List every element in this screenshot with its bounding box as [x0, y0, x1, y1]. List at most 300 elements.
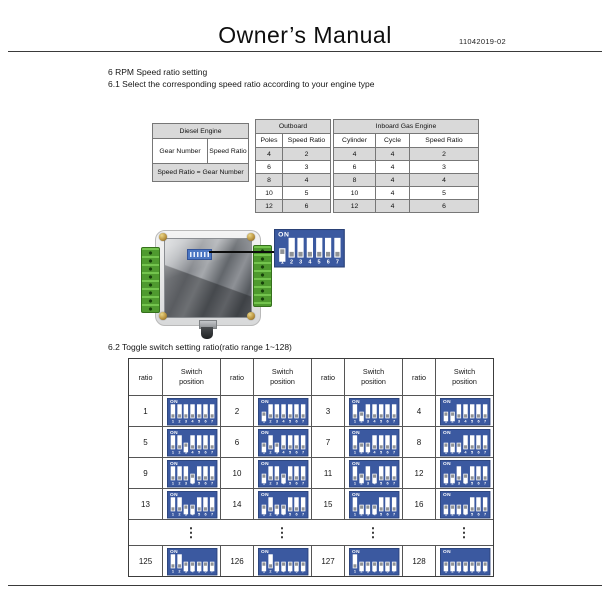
dip-channel — [177, 554, 181, 568]
dip-channel — [287, 554, 291, 568]
table-header-row — [256, 134, 331, 148]
dip-switch-body — [274, 229, 345, 267]
dip-ticks — [190, 252, 209, 257]
dip-channel — [281, 554, 285, 568]
dip-channel — [261, 404, 265, 418]
dip-channel — [196, 554, 200, 568]
dip-slider-knob — [477, 476, 480, 479]
dip-channel — [177, 466, 181, 480]
dip-channels — [170, 435, 214, 449]
dip-slider-knob — [171, 507, 174, 510]
dip-on-label: ON — [169, 491, 178, 497]
dip-slider-knob — [288, 476, 291, 479]
table-cell: 3 — [283, 161, 331, 174]
dip-channel — [482, 497, 486, 511]
dip-slider — [170, 404, 174, 418]
table-cell: 4 — [410, 174, 479, 187]
dip-number: 3 — [366, 418, 369, 424]
dip-slider — [378, 435, 382, 449]
dip-channel — [196, 466, 200, 480]
dip-slider — [385, 435, 389, 449]
dip-channel — [378, 404, 382, 418]
dip-channel — [190, 554, 194, 568]
dip-switch — [258, 460, 308, 487]
dip-channel — [450, 466, 454, 480]
dip-channel — [300, 554, 304, 568]
dip-slider-knob — [268, 476, 271, 479]
dip-number: 5 — [288, 418, 291, 424]
dip-channel — [359, 435, 363, 449]
dip-number: 4 — [372, 449, 376, 455]
table-cell: 12 — [256, 200, 283, 213]
dip-slider-knob — [275, 505, 278, 508]
dip-channel — [170, 466, 174, 480]
dip-slider-knob — [262, 412, 265, 415]
dip-slider-knob — [477, 414, 480, 417]
table-cell: 10 — [256, 187, 283, 200]
dip-number: 1 — [171, 511, 174, 517]
dip-number: 7 — [392, 418, 395, 424]
section-6-heading: 6 RPM Speed ratio setting — [108, 67, 208, 77]
switch-position-cell — [344, 457, 402, 488]
dip-on-label: ON — [169, 548, 178, 554]
dip-channel — [469, 435, 473, 449]
dip-slider-knob — [470, 414, 473, 417]
dip-slider — [287, 435, 291, 449]
dip-slider — [300, 497, 304, 511]
switch-position-header-cell — [162, 359, 220, 395]
ellipsis-cell — [402, 519, 435, 545]
dip-channel — [469, 466, 473, 480]
dip-slider — [190, 473, 194, 483]
dip-switch-body — [258, 491, 308, 518]
dip-slider — [378, 561, 382, 571]
dip-slider — [443, 411, 447, 421]
dip-channel — [203, 466, 207, 480]
dip-slider-knob — [191, 474, 194, 477]
dip-channels — [261, 497, 305, 511]
dip-slider-knob — [282, 474, 285, 477]
dip-slider-knob — [177, 414, 180, 417]
dip-slider-knob — [282, 445, 285, 448]
dip-slider — [463, 404, 467, 418]
dip-number: 5 — [379, 480, 382, 486]
dip-slider — [300, 404, 304, 418]
dip-slider — [316, 238, 322, 258]
dip-channel — [316, 238, 322, 258]
dip-channel — [385, 554, 389, 568]
dip-slider-knob — [301, 476, 304, 479]
dip-slider — [469, 561, 473, 571]
dip-on-label: ON — [169, 398, 178, 404]
dip-channel — [325, 238, 331, 258]
table-title-row — [256, 120, 331, 134]
dip-slider — [177, 554, 181, 568]
dip-slider — [372, 473, 376, 483]
switch-position-cell — [253, 457, 311, 488]
dip-channel — [476, 497, 480, 511]
dip-slider-knob — [450, 562, 453, 565]
dip-slider — [463, 435, 467, 449]
ratio-value-cell: 11 — [311, 457, 344, 488]
table-cell: 4 — [376, 161, 410, 174]
dip-channel — [268, 404, 272, 418]
dip-slider-knob — [359, 474, 362, 477]
dip-on-label: ON — [442, 491, 451, 497]
dip-channel — [352, 466, 356, 480]
dip-number: 7 — [335, 258, 339, 265]
dip-slider — [268, 466, 272, 480]
dip-slider-knob — [262, 505, 265, 508]
dip-slider-knob — [386, 414, 389, 417]
table-row — [334, 161, 479, 174]
dip-on-label: ON — [442, 429, 451, 435]
dip-channel — [170, 435, 174, 449]
dip-channel — [450, 554, 454, 568]
dip-channel — [352, 497, 356, 511]
footer-rule — [8, 585, 602, 586]
dip-slider-knob — [289, 252, 293, 257]
dip-slider — [391, 435, 395, 449]
dip-on-label: ON — [351, 460, 360, 466]
dip-slider — [307, 238, 313, 258]
dip-channel — [287, 404, 291, 418]
dip-slider — [298, 238, 304, 258]
dip-switch-body — [349, 491, 399, 518]
dip-switch — [258, 491, 308, 518]
dip-slider — [294, 561, 298, 571]
dip-channel — [209, 435, 213, 449]
dip-channel — [463, 554, 467, 568]
dip-channel — [443, 554, 447, 568]
dip-slider-knob — [470, 562, 473, 565]
dip-channel — [196, 497, 200, 511]
dip-slider-knob — [275, 443, 278, 446]
dip-slider — [287, 466, 291, 480]
dip-slider — [294, 435, 298, 449]
dip-channels — [352, 435, 396, 449]
switch-position-header-label: Switch position — [270, 367, 295, 386]
dip-number: 7 — [210, 418, 213, 424]
dip-switch-body — [258, 460, 308, 487]
dip-slider-knob — [295, 562, 298, 565]
dip-slider — [196, 561, 200, 571]
dip-slider — [183, 504, 187, 514]
dip-slider — [183, 466, 187, 480]
switch-position-cell — [344, 545, 402, 576]
ellipsis-cell: ⋮ — [435, 519, 493, 545]
dip-slider-knob — [386, 562, 389, 565]
dip-slider-knob — [386, 445, 389, 448]
dip-switch-body — [167, 548, 217, 575]
dip-slider-knob — [464, 474, 467, 477]
dip-switch-body — [167, 460, 217, 487]
dip-on-label: ON — [260, 398, 269, 404]
dip-slider — [463, 473, 467, 483]
dip-switch — [440, 398, 490, 425]
dip-channels — [261, 404, 305, 418]
switch-position-cell — [344, 395, 402, 426]
dip-slider — [372, 561, 376, 571]
dip-slider — [365, 404, 369, 418]
dip-channel — [469, 497, 473, 511]
dip-slider-knob — [353, 414, 356, 417]
dip-channel — [391, 497, 395, 511]
dip-slider — [456, 504, 460, 514]
dip-number: 2 — [177, 449, 181, 455]
connector-plug — [201, 327, 213, 339]
dip-slider-knob — [450, 443, 453, 446]
dip-channel — [443, 404, 447, 418]
dip-number: 6 — [326, 258, 330, 265]
dip-slider — [385, 561, 389, 571]
dip-slider-knob — [210, 445, 213, 448]
dip-switch — [349, 429, 399, 456]
dip-slider — [274, 404, 278, 418]
dip-number: 5 — [470, 418, 473, 424]
table-row — [334, 174, 479, 187]
dip-slider — [391, 466, 395, 480]
dip-slider-knob — [191, 445, 194, 448]
dip-switch-body — [167, 429, 217, 456]
dip-channel — [183, 435, 187, 449]
ratio-header-cell: ratio — [220, 359, 253, 395]
dip-channel — [476, 435, 480, 449]
ratio-value-cell: 16 — [402, 488, 435, 519]
ratio-header-cell: ratio — [138, 372, 153, 382]
dip-slider — [261, 561, 265, 571]
dip-slider — [469, 435, 473, 449]
dip-channel — [294, 466, 298, 480]
dip-number: 3 — [366, 480, 369, 486]
dip-number: 5 — [470, 511, 473, 517]
dip-channel — [391, 554, 395, 568]
table-note-row — [153, 164, 249, 182]
ratio-value-cell: 15 — [311, 488, 344, 519]
dip-slider — [261, 504, 265, 514]
ratio-value-cell: 13 — [129, 488, 162, 519]
dip-switch — [167, 398, 217, 425]
dip-slider-knob — [301, 562, 304, 565]
dip-channel — [378, 497, 382, 511]
dip-slider — [391, 497, 395, 511]
dip-channel — [463, 435, 467, 449]
dip-channel — [298, 238, 304, 258]
dip-slider — [196, 404, 200, 418]
switch-position-cell — [435, 488, 493, 519]
dip-slider — [281, 404, 285, 418]
dip-slider-knob — [262, 474, 265, 477]
dip-slider — [334, 238, 340, 258]
dip-number: 4 — [372, 418, 376, 424]
table-cell: 4 — [283, 174, 331, 187]
switch-position-cell — [253, 426, 311, 457]
dip-slider — [391, 561, 395, 571]
dip-slider — [190, 561, 194, 571]
dip-channel — [372, 404, 376, 418]
dip-channel — [372, 554, 376, 568]
dip-slider-knob — [392, 476, 395, 479]
ellipsis-cell: ⋮ — [344, 519, 402, 545]
dip-channel — [196, 435, 200, 449]
switch-position-cell — [253, 395, 311, 426]
dip-slider-knob — [444, 412, 447, 415]
dip-channel — [359, 497, 363, 511]
dip-slider — [281, 473, 285, 483]
ellipsis-cell — [311, 519, 344, 545]
dip-switch-body — [440, 491, 490, 518]
dip-channels — [261, 466, 305, 480]
dip-number: 5 — [379, 511, 382, 517]
dip-slider — [281, 561, 285, 571]
dip-number: 6 — [386, 418, 389, 424]
dip-slider-knob — [204, 476, 207, 479]
section-6-2-heading: 6.2 Toggle switch setting ratio(ratio range 1~128) — [108, 342, 292, 352]
dip-slider-knob — [295, 476, 298, 479]
dip-slider — [385, 404, 389, 418]
dip-slider — [359, 504, 363, 514]
dip-number: 7 — [392, 480, 395, 486]
column-header: Speed Ratio — [410, 134, 479, 148]
dip-channel — [274, 497, 278, 511]
dip-slider-knob — [268, 445, 271, 448]
dip-number: 5 — [317, 258, 321, 265]
dip-switch-body — [349, 460, 399, 487]
table-cell: 6 — [334, 161, 376, 174]
dip-slider — [365, 504, 369, 514]
dip-slider-knob — [483, 507, 486, 510]
dip-channel — [365, 435, 369, 449]
dip-channel — [281, 404, 285, 418]
dip-slider — [385, 466, 389, 480]
dip-slider — [177, 404, 181, 418]
dip-slider — [378, 497, 382, 511]
dip-channel — [190, 497, 194, 511]
corner-screw-icon — [159, 312, 167, 320]
table-cell: 4 — [376, 174, 410, 187]
dip-channel — [209, 404, 213, 418]
header-rule — [8, 51, 602, 52]
dip-channels — [170, 554, 214, 568]
dip-slider-knob — [464, 562, 467, 565]
dip-switch — [349, 548, 399, 575]
dip-channel — [469, 554, 473, 568]
dip-number: 6 — [295, 511, 298, 517]
dip-channels — [352, 404, 396, 418]
ellipsis-cell: ⋮ — [162, 519, 220, 545]
dip-number: 1 — [171, 418, 174, 424]
table-cell: 4 — [376, 200, 410, 213]
dip-slider-knob — [450, 412, 453, 415]
table-row — [256, 200, 331, 213]
dip-slider — [300, 435, 304, 449]
dip-channels — [443, 466, 487, 480]
dip-channel — [274, 435, 278, 449]
table-title-row — [334, 120, 479, 134]
column-header: Speed Ratio — [283, 134, 331, 148]
dip-slider — [274, 442, 278, 452]
dip-slider-knob — [335, 252, 339, 257]
dip-switch — [167, 429, 217, 456]
table-cell: 4 — [334, 148, 376, 161]
dip-channel — [352, 404, 356, 418]
dip-channel — [183, 466, 187, 480]
dip-on-label: ON — [260, 491, 269, 497]
dip-number: 4 — [463, 418, 467, 424]
dip-number: 3 — [184, 480, 187, 486]
dip-slider — [300, 561, 304, 571]
dip-slider-knob — [191, 505, 194, 508]
dip-slider-knob — [301, 445, 304, 448]
switch-position-cell — [162, 545, 220, 576]
dip-channels — [352, 497, 396, 511]
dip-channel — [456, 554, 460, 568]
switch-position-header-cell — [435, 359, 493, 395]
dip-switch-enlarged — [274, 229, 345, 268]
dip-number: 6 — [295, 449, 298, 455]
dip-slider-knob — [483, 562, 486, 565]
dip-slider-knob — [171, 476, 174, 479]
dip-slider — [261, 411, 265, 421]
dip-slider — [190, 435, 194, 449]
dip-number: 7 — [392, 511, 395, 517]
dip-slider — [274, 504, 278, 514]
dip-channel — [456, 435, 460, 449]
dip-slider-knob — [177, 507, 180, 510]
dip-channel — [177, 497, 181, 511]
table-cell: 6 — [283, 200, 331, 213]
dip-slider-knob — [268, 507, 271, 510]
dip-slider — [203, 497, 207, 511]
dip-switch-body — [349, 398, 399, 425]
dip-number: 4 — [463, 449, 467, 455]
dip-channel — [385, 404, 389, 418]
switch-position-cell — [253, 488, 311, 519]
dip-channel — [190, 466, 194, 480]
dip-on-label: ON — [260, 460, 269, 466]
ratio-header-cell: ratio — [311, 359, 344, 395]
dip-slider — [359, 473, 363, 483]
dip-number: 6 — [295, 480, 298, 486]
dip-switch-body — [440, 429, 490, 456]
dip-slider-knob — [317, 252, 321, 257]
dip-slider — [463, 504, 467, 514]
dip-slider — [385, 497, 389, 511]
dip-channel — [476, 554, 480, 568]
dip-channel — [287, 497, 291, 511]
dip-slider — [482, 435, 486, 449]
dip-slider — [268, 435, 272, 449]
switch-position-header-label: Switch position — [179, 367, 204, 386]
dip-slider-knob — [470, 445, 473, 448]
table-cell: 6 — [256, 161, 283, 174]
dip-switch — [349, 398, 399, 425]
dip-channel — [476, 404, 480, 418]
dip-slider — [372, 404, 376, 418]
dip-slider — [378, 466, 382, 480]
dip-slider-knob — [184, 476, 187, 479]
switch-position-header-label: Switch position — [361, 367, 386, 386]
dip-channel — [391, 466, 395, 480]
dip-slider-knob — [373, 562, 376, 565]
dip-channel — [450, 497, 454, 511]
dip-channel — [359, 466, 363, 480]
dip-slider-knob — [464, 445, 467, 448]
dip-slider — [261, 442, 265, 452]
dip-on-label: ON — [442, 548, 451, 554]
dip-channel — [183, 497, 187, 511]
dip-slider-knob — [353, 564, 356, 567]
